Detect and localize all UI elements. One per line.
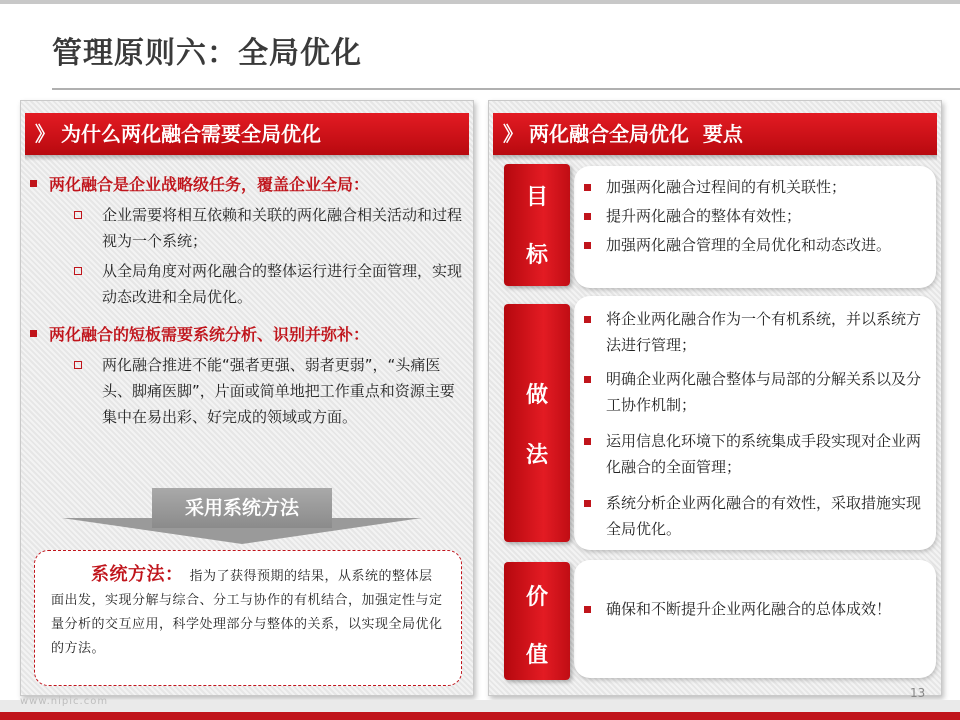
- hollow-square-bullet-icon: [74, 211, 82, 219]
- method-definition: [51, 563, 445, 661]
- practice-item-4: 系统分析企业两化融合的有效性，采取措施实现全局优化。: [584, 490, 924, 542]
- square-bullet-icon: [584, 438, 591, 445]
- goal-item-3: 加强两化融合管理的全局优化和动态改进。: [584, 232, 924, 258]
- goal-item-1: 加强两化融合过程间的有机关联性；: [584, 174, 924, 200]
- square-bullet-icon: [584, 184, 591, 191]
- practice-item-3: 运用信息化环境下的系统集成手段实现对企业两化融合的全面管理；: [584, 428, 924, 480]
- square-bullet-icon: [584, 316, 591, 323]
- square-bullet-icon: [30, 180, 37, 187]
- square-bullet-icon: [584, 213, 591, 220]
- method-label: 系统方法：: [91, 564, 184, 585]
- page-number: 13: [910, 686, 926, 700]
- square-bullet-icon: [584, 376, 591, 383]
- right-panel-header: [493, 113, 937, 155]
- practice-tab: 做 法: [504, 304, 570, 542]
- square-bullet-icon: [584, 242, 591, 249]
- title-divider: [52, 88, 960, 90]
- chevron-icon: 》: [35, 122, 55, 146]
- left-point-1-sub-1: 企业需要将相互依赖和关联的两化融合相关活动和过程视为一个系统；: [74, 202, 464, 254]
- square-bullet-icon: [30, 330, 37, 337]
- left-panel-header: [25, 113, 469, 155]
- left-point-1-sub-2: 从全局角度对两化融合的整体运行进行全面管理，实现动态改进和全局优化。: [74, 258, 464, 310]
- method-text: 指为了获得预期的结果，从系统的整体层面出发，实现分解与综合、分工与协作的有机结合，加强定性与定量分析的交互应用，科学处理部分与整体的关系，以实现全局优化的方法。: [51, 569, 443, 656]
- left-point-2-heading: 两化融合的短板需要系统分析、识别并弥补：: [30, 322, 369, 345]
- slide-title: 管理原则六：全局优化: [52, 36, 362, 71]
- value-item-1: 确保和不断提升企业两化融合的总体成效！: [584, 596, 924, 622]
- goal-item-2: 提升两化融合的整体有效性；: [584, 203, 924, 229]
- footer-red-bar: [0, 712, 960, 720]
- goal-tab: 目 标: [504, 164, 570, 286]
- method-definition-box: [34, 550, 462, 686]
- header-shadow: [25, 155, 469, 161]
- chevron-icon: 》: [503, 122, 523, 146]
- square-bullet-icon: [584, 606, 591, 613]
- top-rule: [0, 0, 960, 4]
- right-panel-header-text: 两化融合全局优化 要点: [529, 122, 743, 146]
- left-point-2-sub-1: 两化融合推进不能“强者更强、弱者更弱”，“头痛医头、脚痛医脚”，片面或简单地把工作重点和资源主要集中在易出彩、好完成的领域或方面。: [74, 352, 464, 430]
- practice-item-2: 明确企业两化融合整体与局部的分解关系以及分工协作机制；: [584, 366, 924, 418]
- practice-item-1: 将企业两化融合作为一个有机系统，并以系统方法进行管理；: [584, 306, 924, 358]
- left-panel-header-text: 为什么两化融合需要全局优化: [61, 122, 321, 146]
- hollow-square-bullet-icon: [74, 361, 82, 369]
- value-tab: 价 值: [504, 562, 570, 680]
- header-shadow: [493, 155, 937, 161]
- left-point-1-heading: 两化融合是企业战略级任务，覆盖企业全局：: [30, 172, 369, 195]
- watermark: www.nipic.com: [20, 696, 109, 707]
- method-tag: 采用系统方法: [152, 488, 332, 528]
- square-bullet-icon: [584, 500, 591, 507]
- hollow-square-bullet-icon: [74, 267, 82, 275]
